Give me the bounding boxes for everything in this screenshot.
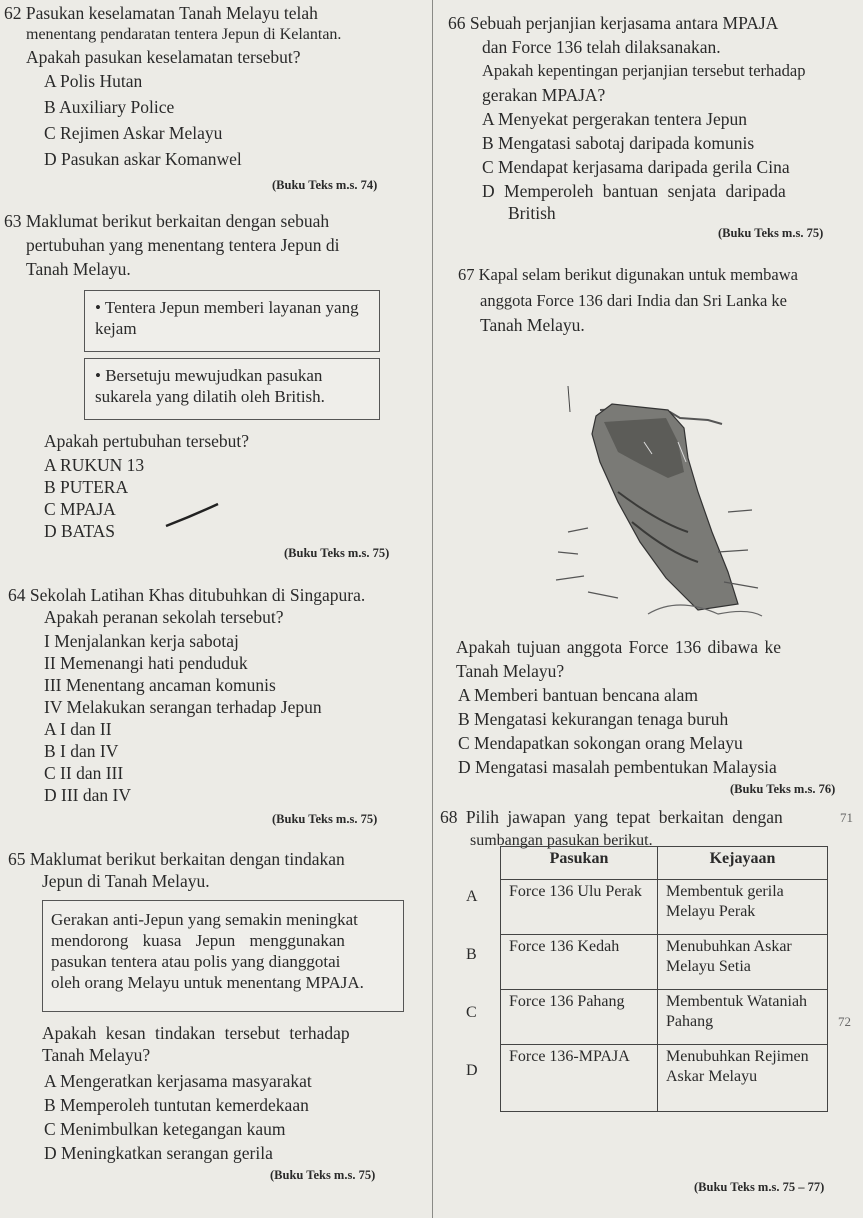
q63-option-b[interactable]: B PUTERA bbox=[44, 477, 129, 497]
q62-line1: 62 Pasukan keselamatan Tanah Melayu telah bbox=[4, 3, 318, 23]
q62-option-b[interactable]: B Auxiliary Police bbox=[44, 97, 175, 117]
q64-statement-3: III Menentang ancaman komunis bbox=[44, 675, 276, 695]
pen-mark bbox=[164, 502, 220, 528]
table-cell-pasukan: Force 136 Pahang bbox=[501, 990, 658, 1045]
q64-option-c[interactable]: C II dan III bbox=[44, 763, 124, 783]
q64-statement-1: I Menjalankan kerja sabotaj bbox=[44, 631, 239, 651]
q66-option-d[interactable]: D Memperoleh bantuan senjata daripada bbox=[482, 181, 786, 201]
q64-option-a[interactable]: A I dan II bbox=[44, 719, 112, 739]
q66-source: (Buku Teks m.s. 75) bbox=[718, 226, 824, 240]
q68-row-letter-b[interactable]: B bbox=[466, 946, 477, 963]
table-cell-kejayaan: Menubuhkan Askar Melayu Setia bbox=[658, 935, 828, 990]
q64-statement-4: IV Melakukan serangan terhadap Jepun bbox=[44, 697, 322, 717]
q63-info-box-1: • Tentera Jepun memberi layanan yang kejam bbox=[84, 290, 380, 352]
q68-line1: 68 Pilih jawapan yang tepat berkaitan dengan bbox=[440, 807, 783, 827]
q68-row-letter-a[interactable]: A bbox=[466, 888, 478, 905]
q66-option-d-cont: British bbox=[508, 203, 556, 223]
table-row[interactable] bbox=[501, 1045, 828, 1112]
table-cell-kejayaan: Membentuk Wataniah Pahang bbox=[658, 990, 828, 1045]
q63-line1: 63 Maklumat berikut berkaitan dengan sebuah bbox=[4, 211, 330, 231]
table-row[interactable] bbox=[501, 990, 828, 1045]
q67-line3: Tanah Melayu. bbox=[480, 315, 585, 335]
q65-option-d[interactable]: D Meningkatkan serangan gerila bbox=[44, 1143, 273, 1163]
q65-option-b[interactable]: B Memperoleh tuntutan kemerdekaan bbox=[44, 1095, 309, 1115]
q62-line2: menentang pendaratan tentera Jepun di Kelantan. bbox=[26, 26, 342, 43]
q65-source: (Buku Teks m.s. 75) bbox=[270, 1168, 376, 1182]
table-header-kejayaan: Kejayaan bbox=[658, 847, 828, 880]
q68-line2: sumbangan pasukan berikut. bbox=[470, 832, 653, 849]
q67-option-a[interactable]: A Memberi bantuan bencana alam bbox=[458, 685, 699, 705]
q65-option-a[interactable]: A Mengeratkan kerjasama masyarakat bbox=[44, 1071, 312, 1091]
column-divider bbox=[432, 0, 433, 1218]
q67-option-b[interactable]: B Mengatasi kekurangan tenaga buruh bbox=[458, 709, 729, 729]
q62-option-a[interactable]: A Polis Hutan bbox=[44, 71, 143, 91]
q67-option-c[interactable]: C Mendapatkan sokongan orang Melayu bbox=[458, 733, 743, 753]
q65-info-box bbox=[42, 900, 404, 1012]
q64-question: Apakah peranan sekolah tersebut? bbox=[44, 607, 284, 627]
table-row[interactable] bbox=[501, 880, 828, 935]
q62-option-d[interactable]: D Pasukan askar Komanwel bbox=[44, 149, 242, 169]
q67-question-line2: Tanah Melayu? bbox=[456, 661, 565, 681]
q67-option-d[interactable]: D Mengatasi masalah pembentukan Malaysia bbox=[458, 757, 777, 777]
q66-option-c[interactable]: C Mendapat kerjasama daripada gerila Cina bbox=[482, 157, 790, 177]
q63-option-c[interactable]: C MPAJA bbox=[44, 499, 116, 519]
q65-box-line1: Gerakan anti-Jepun yang semakin meningkat bbox=[51, 910, 358, 929]
q64-statement-2: II Memenangi hati penduduk bbox=[44, 653, 248, 673]
q63-info-box-2: • Bersetuju mewujudkan pasukan sukarela yang dilatih oleh British. bbox=[84, 358, 380, 420]
q65-question-line1: Apakah kesan tindakan tersebut terhadap bbox=[42, 1023, 350, 1043]
q63-option-a[interactable]: A RUKUN 13 bbox=[44, 455, 145, 475]
q65-line2: Jepun di Tanah Melayu. bbox=[42, 871, 210, 891]
q67-line1: 67 Kapal selam berikut digunakan untuk membawa bbox=[458, 265, 798, 284]
table-header-pasukan: Pasukan bbox=[501, 847, 658, 880]
q65-option-c[interactable]: C Menimbulkan ketegangan kaum bbox=[44, 1119, 286, 1139]
q65-box-line2: mendorong kuasa Jepun menggunakan bbox=[51, 931, 345, 950]
q63-question: Apakah pertubuhan tersebut? bbox=[44, 431, 250, 451]
q67-source: (Buku Teks m.s. 76) bbox=[730, 782, 836, 796]
table-cell-pasukan: Force 136 Ulu Perak bbox=[501, 880, 658, 935]
submarine-illustration bbox=[548, 382, 770, 620]
q68-row-letter-c[interactable]: C bbox=[466, 1004, 477, 1021]
q63-source: (Buku Teks m.s. 75) bbox=[284, 546, 390, 560]
table-cell-pasukan: Force 136-MPAJA bbox=[501, 1045, 658, 1112]
q65-line1: 65 Maklumat berikut berkaitan dengan tindakan bbox=[8, 849, 345, 869]
q64-option-d[interactable]: D III dan IV bbox=[44, 785, 131, 805]
q65-box-line3: pasukan tentera atau polis yang dianggotai bbox=[51, 952, 341, 971]
margin-mark-72: 72 bbox=[838, 1014, 851, 1029]
q64-source: (Buku Teks m.s. 75) bbox=[272, 812, 378, 826]
q65-box-line4: oleh orang Melayu untuk menentang MPAJA. bbox=[51, 973, 364, 992]
q66-line3: Apakah kepentingan perjanjian tersebut terhadap bbox=[482, 61, 806, 80]
q67-question-line1: Apakah tujuan anggota Force 136 dibawa ke bbox=[456, 637, 781, 657]
q64-option-b[interactable]: B I dan IV bbox=[44, 741, 119, 761]
q66-line4: gerakan MPAJA? bbox=[482, 85, 606, 105]
table-cell-kejayaan: Menubuhkan Rejimen Askar Melayu bbox=[658, 1045, 828, 1112]
q63-option-d[interactable]: D BATAS bbox=[44, 521, 116, 541]
q68-table bbox=[500, 846, 828, 1112]
q66-option-b[interactable]: B Mengatasi sabotaj daripada komunis bbox=[482, 133, 755, 153]
q63-line3: Tanah Melayu. bbox=[26, 259, 131, 279]
q66-line1: 66 Sebuah perjanjian kerjasama antara MPAJA bbox=[448, 13, 779, 33]
margin-mark-71: 71 bbox=[840, 810, 853, 825]
q63-line2: pertubuhan yang menentang tentera Jepun di bbox=[26, 235, 340, 255]
q66-option-a[interactable]: A Menyekat pergerakan tentera Jepun bbox=[482, 109, 747, 129]
q67-line2: anggota Force 136 dari India dan Sri Lanka ke bbox=[480, 291, 787, 310]
q62-source: (Buku Teks m.s. 74) bbox=[272, 178, 378, 192]
q66-line2: dan Force 136 telah dilaksanakan. bbox=[482, 37, 721, 57]
q68-source: (Buku Teks m.s. 75 – 77) bbox=[694, 1180, 825, 1194]
q62-option-c[interactable]: C Rejimen Askar Melayu bbox=[44, 123, 223, 143]
q65-question-line2: Tanah Melayu? bbox=[42, 1045, 151, 1065]
q62-question: Apakah pasukan keselamatan tersebut? bbox=[26, 47, 301, 67]
table-cell-pasukan: Force 136 Kedah bbox=[501, 935, 658, 990]
q68-row-letter-d[interactable]: D bbox=[466, 1062, 478, 1079]
table-cell-kejayaan: Membentuk gerila Melayu Perak bbox=[658, 880, 828, 935]
q64-line1: 64 Sekolah Latihan Khas ditubuhkan di Singapura. bbox=[8, 585, 366, 605]
table-row[interactable] bbox=[501, 935, 828, 990]
